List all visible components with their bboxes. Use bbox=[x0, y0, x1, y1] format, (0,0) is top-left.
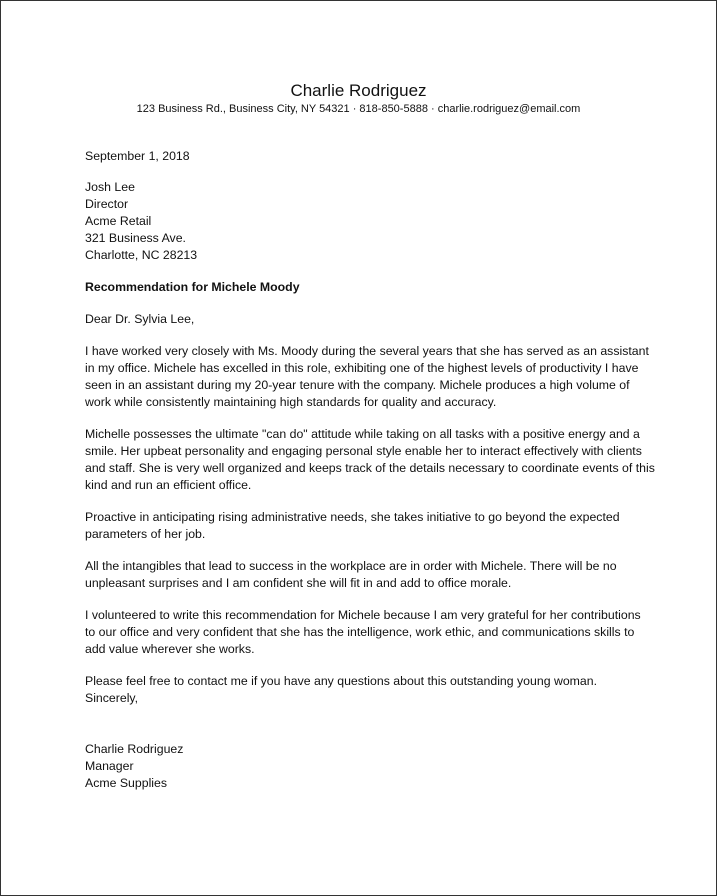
paragraph-line: Michelle possesses the ultimate "can do" attitude while taking on all tasks with a positive energy and a bbox=[85, 427, 640, 441]
paragraph-line: All the intangibles that lead to success in the workplace are in order with Michele. There will be no bbox=[85, 559, 617, 573]
paragraph-line: seen in an assistant during my 20-year tenure with the company. Michele produces a high volume of bbox=[85, 378, 630, 392]
paragraph-2 bbox=[85, 426, 655, 494]
signature-block bbox=[85, 741, 645, 792]
salutation: Dear Dr. Sylvia Lee, bbox=[85, 312, 195, 326]
paragraph-line: to our office and very confident that she has the intelligence, work ethic, and communications skills to bbox=[85, 625, 635, 639]
paragraph-line: in my office. Michele has excelled in this role, exhibiting one of the highest levels of productivity I have bbox=[85, 361, 639, 375]
signature-name: Charlie Rodriguez bbox=[85, 742, 184, 756]
paragraph-line: Please feel free to contact me if you have any questions about this outstanding young woman. bbox=[85, 674, 598, 688]
letter-subject: Recommendation for Michele Moody bbox=[85, 280, 300, 294]
paragraph-line: and staff. She is very well organized and keeps track of the details necessary to coordinate events of this bbox=[85, 461, 655, 475]
sender-contact-line: 123 Business Rd., Business City, NY 54321 · 818-850-5888 · charlie.rodriguez@email.com bbox=[136, 103, 581, 115]
paragraph-line: work while consistently maintaining high standards for quality and accuracy. bbox=[85, 395, 497, 409]
signature-company: Acme Supplies bbox=[85, 776, 168, 790]
letter-date: September 1, 2018 bbox=[85, 149, 190, 163]
recipient-title: Director bbox=[85, 197, 129, 211]
paragraph-3 bbox=[85, 509, 645, 543]
closing: Sincerely, bbox=[85, 691, 139, 705]
paragraph-line: Proactive in anticipating rising administrative needs, she takes initiative to go beyond the expected bbox=[85, 510, 620, 524]
recipient-company: Acme Retail bbox=[85, 214, 152, 228]
paragraph-line: parameters of her job. bbox=[85, 527, 206, 541]
recipient-name: Josh Lee bbox=[85, 180, 135, 194]
paragraph-line: smile. Her upbeat personality and engaging personal style enable her to interact effectively with clients bbox=[85, 444, 642, 458]
letterhead bbox=[1, 80, 716, 117]
letter-body bbox=[85, 148, 655, 792]
paragraph-line: kind and run an efficient office. bbox=[85, 478, 252, 492]
paragraph-line: add value wherever she works. bbox=[85, 642, 255, 656]
paragraph-4 bbox=[85, 558, 645, 592]
paragraph-1 bbox=[85, 343, 649, 411]
paragraph-line: I have worked very closely with Ms. Moody during the several years that she has served as an assistant bbox=[85, 344, 649, 358]
paragraph-line: I volunteered to write this recommendation for Michele because I am very grateful for her contributions bbox=[85, 608, 641, 622]
recipient-city: Charlotte, NC 28213 bbox=[85, 248, 198, 262]
paragraph-line: unpleasant surprises and I am confident she will fit in and add to office morale. bbox=[85, 576, 512, 590]
paragraph-5 bbox=[85, 607, 645, 658]
recipient-street: 321 Business Ave. bbox=[85, 231, 186, 245]
recipient-address bbox=[85, 179, 645, 264]
sender-name: Charlie Rodriguez bbox=[290, 81, 427, 100]
signature-title: Manager bbox=[85, 759, 134, 773]
paragraph-6 bbox=[85, 673, 645, 707]
